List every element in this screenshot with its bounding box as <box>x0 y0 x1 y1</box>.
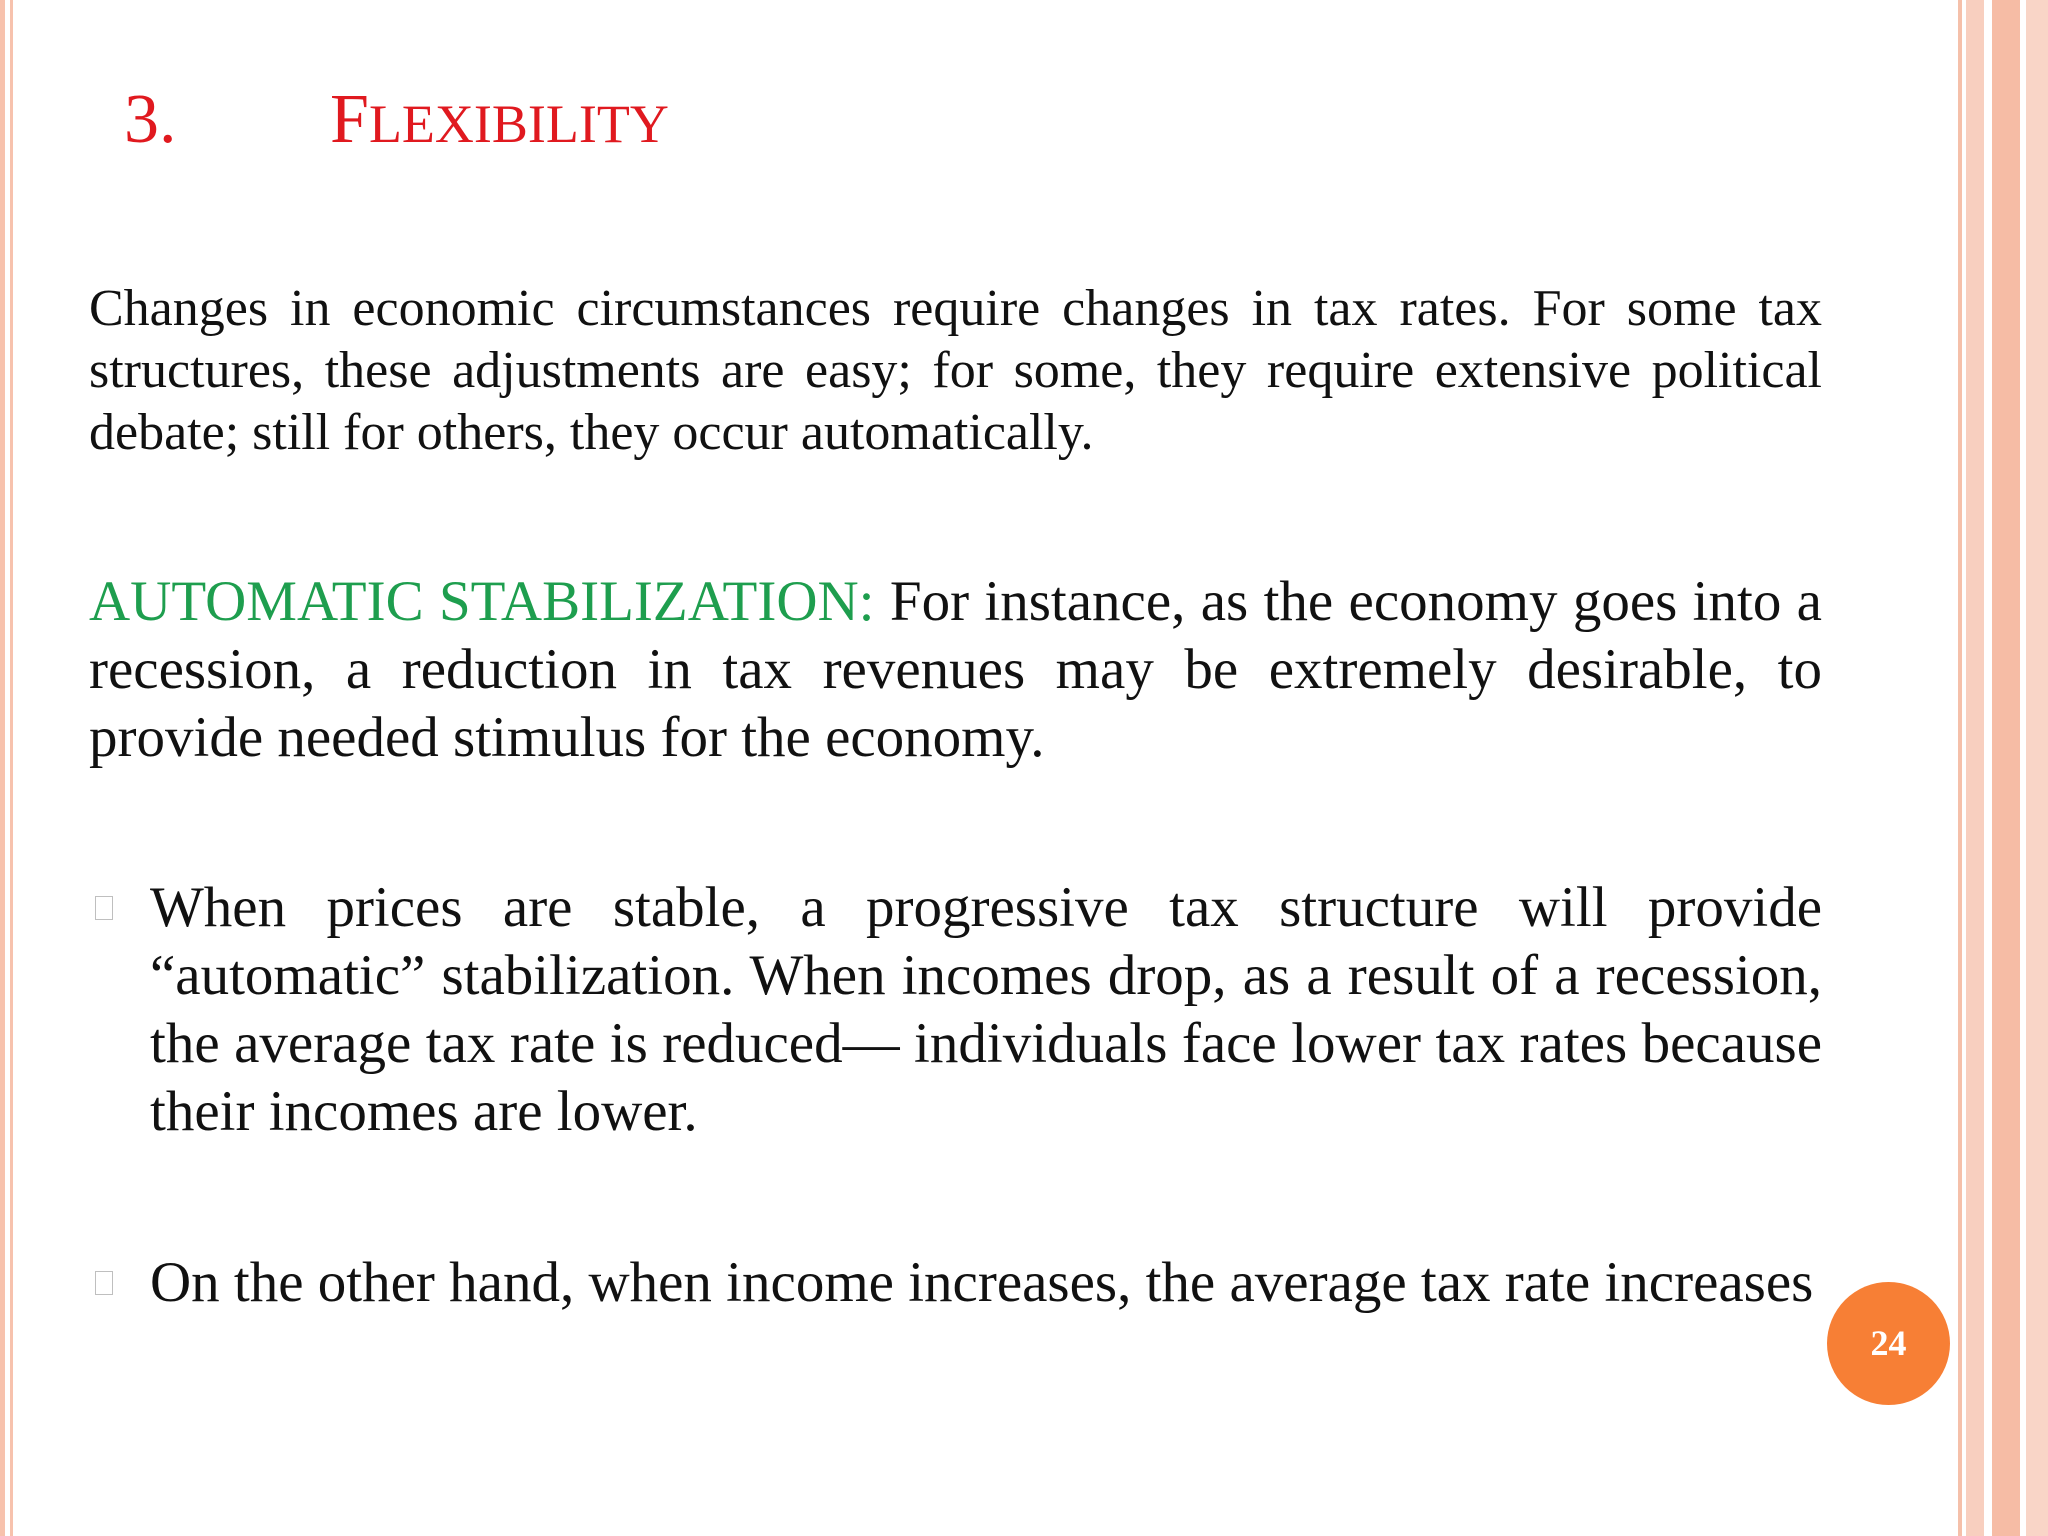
bullet-square-icon <box>95 1271 113 1295</box>
stabilization-text: For instance, as the economy goes into a recession, a reduction in tax revenues may be extremely desirable, to provide needed stimulus for the economy. <box>89 570 1822 769</box>
title-initial: F <box>330 81 369 158</box>
bullet-square-icon <box>95 896 113 920</box>
bullet-item <box>89 874 1822 1146</box>
title-number: 3. <box>124 81 177 158</box>
title-rest: LEXIBILITY <box>368 94 669 154</box>
right-decorative-line-2 <box>1966 0 1984 1536</box>
left-decorative-line <box>10 0 13 1536</box>
page-number-badge: 24 <box>1827 1282 1950 1405</box>
slide-title <box>124 78 669 166</box>
left-decorative-stripe <box>0 0 5 1536</box>
intro-paragraph: Changes in economic circumstances require changes in tax rates. For some tax structures, these adjustments are easy; for some, they require extensive political debate; still for others, they occur automatically. <box>89 280 1822 461</box>
stabilization-heading: AUTOMATIC STABILIZATION: <box>89 570 875 633</box>
stabilization-paragraph <box>89 568 1822 772</box>
right-decorative-line-3 <box>2026 0 2048 1536</box>
bullet-text: On the other hand, when income increases, the average tax rate increases <box>150 1251 1814 1314</box>
bullet-item <box>89 1249 1822 1317</box>
right-decorative-band <box>1992 0 2020 1536</box>
bullet-text: When prices are stable, a progressive tax structure will provide “automatic” stabilization. When incomes drop, as a result of a recession, the average tax rate is reduced— individuals face lower tax rates because their incomes are lower. <box>150 876 1822 1143</box>
right-decorative-line-1 <box>1958 0 1962 1536</box>
